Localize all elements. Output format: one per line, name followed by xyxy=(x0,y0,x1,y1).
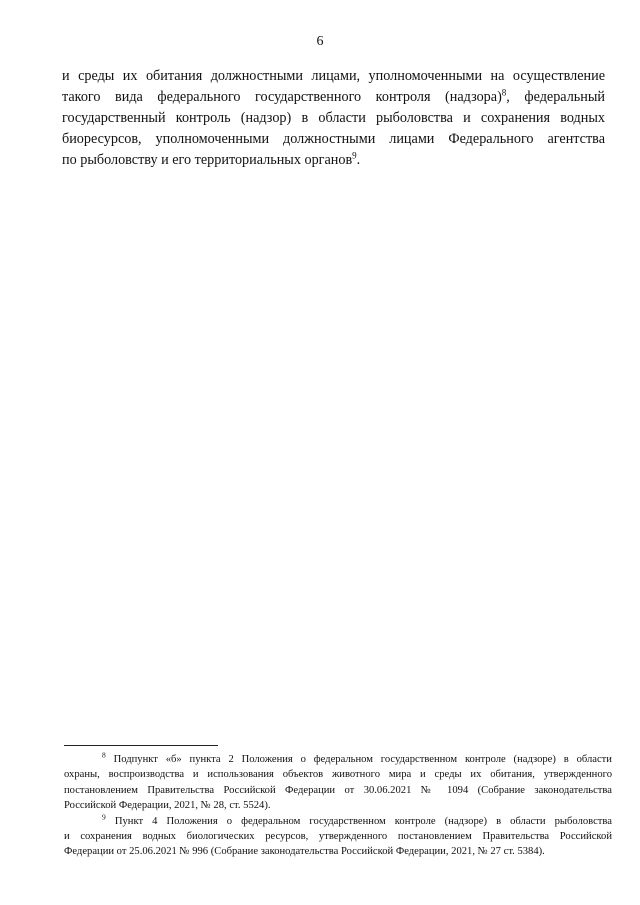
body-line xyxy=(62,150,605,171)
footnote xyxy=(64,752,612,814)
body-line: биоресурсов, уполномоченными должностными лицами Федерального агентства xyxy=(62,131,605,147)
footnote-marker: 8 xyxy=(102,750,106,760)
footnote-reference: 8 xyxy=(501,87,507,98)
footnote-line: охраны, воспроизводства и использования объектов животного мира и среды их обитания, утвержденного xyxy=(64,769,612,781)
footnote-marker: 9 xyxy=(102,812,106,822)
footnote-text: Подпункт «б» пункта 2 Положения о федеральном государственном контроле (надзоре) в области xyxy=(113,754,612,765)
body-line-text: . xyxy=(356,152,361,168)
footnote-line: Российской Федерации, 2021, № 28, ст. 5524). xyxy=(64,800,271,812)
body-line-text: , федеральный xyxy=(506,89,605,105)
body-paragraph xyxy=(62,66,605,171)
footnote-line xyxy=(64,814,612,829)
body-line xyxy=(62,87,605,108)
footnote xyxy=(64,814,612,860)
body-line: государственный контроль (надзор) в области рыболовства и сохранения водных xyxy=(62,110,605,126)
body-line: и среды их обитания должностными лицами, уполномоченными на осуществление xyxy=(62,68,605,84)
footnotes xyxy=(64,752,612,860)
footnote-line xyxy=(64,752,612,767)
footnote-line: и сохранения водных биологических ресурсов, утвержденного постановлением Правительства Российской xyxy=(64,831,612,843)
page-number: 6 xyxy=(316,34,324,49)
footnote-line: постановлением Правительства Российской Федерации от 30.06.2021 № 1094 (Собрание законодательства xyxy=(64,784,612,796)
body-line-text: по рыболовству и его территориальных органов xyxy=(62,152,353,168)
footnote-separator xyxy=(64,745,218,746)
body-line-text: такого вида федерального государственного контроля (надзора) xyxy=(62,89,502,105)
footnote-reference: 9 xyxy=(352,150,357,161)
footnote-line: Федерации от 25.06.2021 № 996 (Собрание законодательства Российской Федерации, 2021, № 27 ст. 5384). xyxy=(64,846,545,858)
footnote-text: Пункт 4 Положения о федеральном государственном контроле (надзоре) в области рыболовства xyxy=(114,815,612,827)
